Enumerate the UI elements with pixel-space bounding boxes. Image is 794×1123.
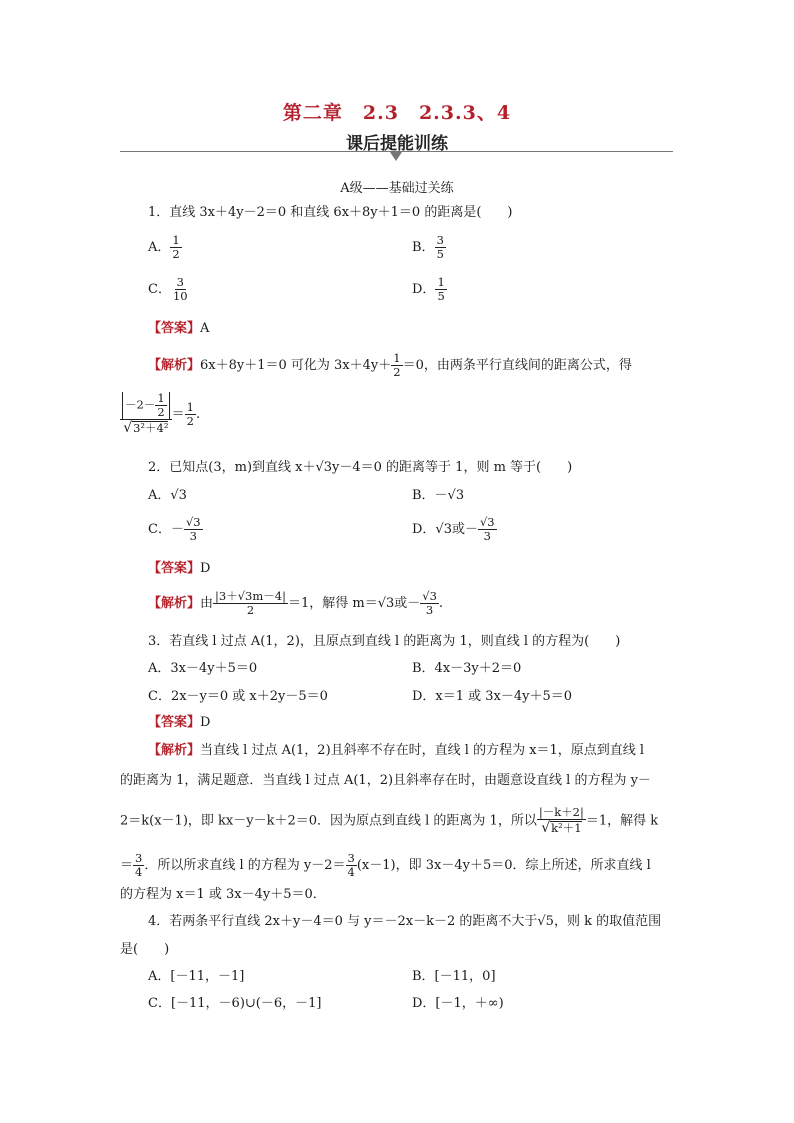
radicand: 3²＋4²: [133, 421, 169, 436]
question-1-stem: 1．直线 3x＋4y－2＝0 和直线 6x＋8y＋1＝0 的距离是( ): [148, 205, 513, 220]
analysis-tag: 【解析】: [148, 596, 201, 612]
analysis-text: (x－1)，即 3x－4y＋5＝0．综上所述，所求直线 l: [356, 858, 651, 874]
numerator: 1: [157, 391, 165, 405]
q4-option-c: C．[－11，－6)∪(－6，－1]: [148, 996, 322, 1011]
analysis-tag: 【解析】: [148, 358, 201, 374]
equals-sign: ＝: [171, 406, 185, 422]
denominator: 5: [436, 247, 444, 262]
denominator: 3: [189, 529, 197, 544]
q1-option-c: [148, 276, 190, 303]
denominator: 4: [347, 865, 355, 880]
denominator: 2: [186, 413, 194, 428]
analysis-text: 当直线 l 过点 A(1，2)且斜率不存在时，直线 l 的方程为 x＝1，原点到直线 l: [200, 743, 645, 758]
analysis-text: ＝1，解得 m＝√3或－: [287, 596, 421, 612]
numerator: √3: [422, 589, 437, 603]
fraction: [213, 590, 288, 617]
section-heading: A级——基础过关练: [340, 181, 454, 196]
denominator: 4: [135, 865, 143, 880]
fraction: [185, 401, 196, 428]
option-letter: C．: [148, 282, 171, 298]
analysis-text: ＝1，解得 k: [585, 813, 659, 829]
q1-analysis-line-1: [148, 352, 632, 379]
worksheet-subtitle: 课后提能训练: [346, 134, 448, 154]
q1-analysis-line-2: [120, 392, 200, 437]
numerator: √3: [479, 515, 495, 529]
fraction: [478, 516, 497, 543]
q1-option-b: [412, 234, 446, 261]
denominator: 10: [172, 289, 188, 304]
denominator: 2: [393, 365, 401, 380]
numerator: 1: [186, 399, 194, 414]
fraction: [170, 234, 181, 261]
distance-fraction: [120, 392, 172, 437]
numerator: 3: [436, 233, 444, 247]
radicand: k²＋1: [551, 821, 582, 836]
option-letter: C．－: [148, 522, 184, 538]
q4-option-d: D．[－1，＋∞): [412, 996, 504, 1011]
q2-answer: [148, 562, 210, 575]
fraction: [537, 806, 586, 836]
option-letter: A．: [148, 240, 171, 256]
question-3-stem: 3．若直线 l 过点 A(1，2)，且原点到直线 l 的距离为 1，则直线 l 的方程为( ): [148, 634, 621, 649]
q3-analysis-line-5: 的方程为 x＝1 或 3x－4y＋5＝0．: [120, 887, 326, 902]
fraction: [346, 852, 357, 879]
absolute-value: [122, 392, 170, 419]
denominator: 3: [483, 529, 491, 544]
numerator: 1: [172, 233, 180, 247]
denominator: [539, 820, 583, 836]
period: .: [196, 406, 201, 422]
denominator: 2: [157, 405, 165, 420]
q3-option-d: D．x＝1 或 3x－4y＋5＝0: [412, 689, 573, 704]
analysis-tag: 【解析】: [148, 743, 201, 758]
numerator: 1: [437, 275, 445, 289]
analysis-text: 由: [200, 596, 214, 612]
fraction: [435, 234, 446, 261]
analysis-text: 6x＋8y＋1＝0 可化为 3x＋4y＋: [200, 358, 392, 374]
q1-option-d: [412, 276, 447, 303]
q3-option-a: A．3x－4y＋5＝0: [148, 661, 258, 676]
fraction: [184, 516, 203, 543]
abs-content: －2－: [125, 397, 156, 412]
sqrt-icon: √: [541, 820, 551, 837]
q3-option-b: B．4x－3y＋2＝0: [412, 661, 522, 676]
denominator: 2: [246, 603, 255, 618]
question-4-stem-line-1: 4．若两条平行直线 2x＋y－4＝0 与 y＝－2x－k－2 的距离不大于√5，则 k 的取值范围: [148, 914, 662, 929]
q4-option-a: A．[－11，－1]: [148, 969, 245, 984]
analysis-text: ＝0，由两条平行直线间的距离公式，得: [402, 358, 632, 374]
analysis-text: ．所以所求直线 l 的方程为 y－2＝: [144, 858, 346, 874]
numerator: [120, 392, 172, 420]
fraction: [391, 352, 402, 379]
denominator: 5: [437, 289, 445, 304]
q2-option-b: B．－√3: [412, 488, 465, 503]
q2-option-a: A．√3: [148, 488, 187, 503]
fraction: [133, 852, 144, 879]
answer-value: D: [200, 561, 211, 576]
numerator: 1: [393, 351, 401, 365]
q3-analysis-line-1: [148, 744, 644, 757]
q2-analysis: [148, 590, 443, 617]
q2-option-c: [148, 516, 203, 543]
answer-value: A: [200, 321, 210, 336]
q3-analysis-line-3: [120, 806, 658, 836]
option-letter: D．√3或－: [412, 522, 478, 538]
numerator: |－k＋2|: [538, 805, 584, 819]
numerator: |3＋√3m－4|: [215, 589, 286, 603]
fraction: [420, 590, 439, 617]
numerator: √3: [185, 515, 201, 529]
fraction: [435, 276, 446, 303]
q3-analysis-line-2: 的距离为 1，满足题意．当直线 l 过点 A(1，2)且斜率存在时，由题意设直线 l 的方程为 y－: [120, 773, 651, 788]
q1-option-a: [148, 234, 182, 261]
numerator: 3: [135, 851, 143, 865]
down-triangle-icon: [390, 152, 402, 161]
numerator: 3: [347, 851, 355, 865]
q4-option-b: B．[－11，0]: [412, 969, 496, 984]
q2-option-d: [412, 516, 497, 543]
q3-answer: [148, 716, 210, 729]
q3-option-c: C．2x－y＝0 或 x＋2y－5＝0: [148, 689, 328, 704]
period: .: [438, 596, 444, 612]
option-letter: D．: [412, 282, 436, 298]
answer-tag: 【答案】: [148, 715, 201, 730]
option-letter: B．: [412, 240, 435, 256]
answer-tag: 【答案】: [148, 321, 201, 336]
fraction: [155, 392, 166, 419]
question-2-stem: 2．已知点(3，m)到直线 x＋√3y－4＝0 的距离等于 1，则 m 等于( ): [148, 460, 573, 475]
analysis-text: ＝: [120, 858, 134, 874]
analysis-text: 2＝k(x－1)，即 kx－y－k＋2＝0．因为原点到直线 l 的距离为 1，所以: [120, 813, 537, 829]
denominator: 3: [425, 603, 434, 618]
q3-analysis-line-4: [120, 852, 651, 879]
answer-tag: 【答案】: [148, 561, 201, 576]
denominator: [121, 420, 170, 436]
sqrt-icon: √: [123, 420, 133, 437]
fraction: [171, 276, 190, 303]
chapter-title: 第二章 2.3 2.3.3、4: [282, 102, 512, 124]
question-4-stem-line-2: 是( ): [120, 942, 170, 957]
answer-value: D: [200, 715, 211, 730]
q1-answer: [148, 322, 209, 335]
denominator: 2: [172, 247, 180, 262]
numerator: 3: [176, 275, 184, 289]
